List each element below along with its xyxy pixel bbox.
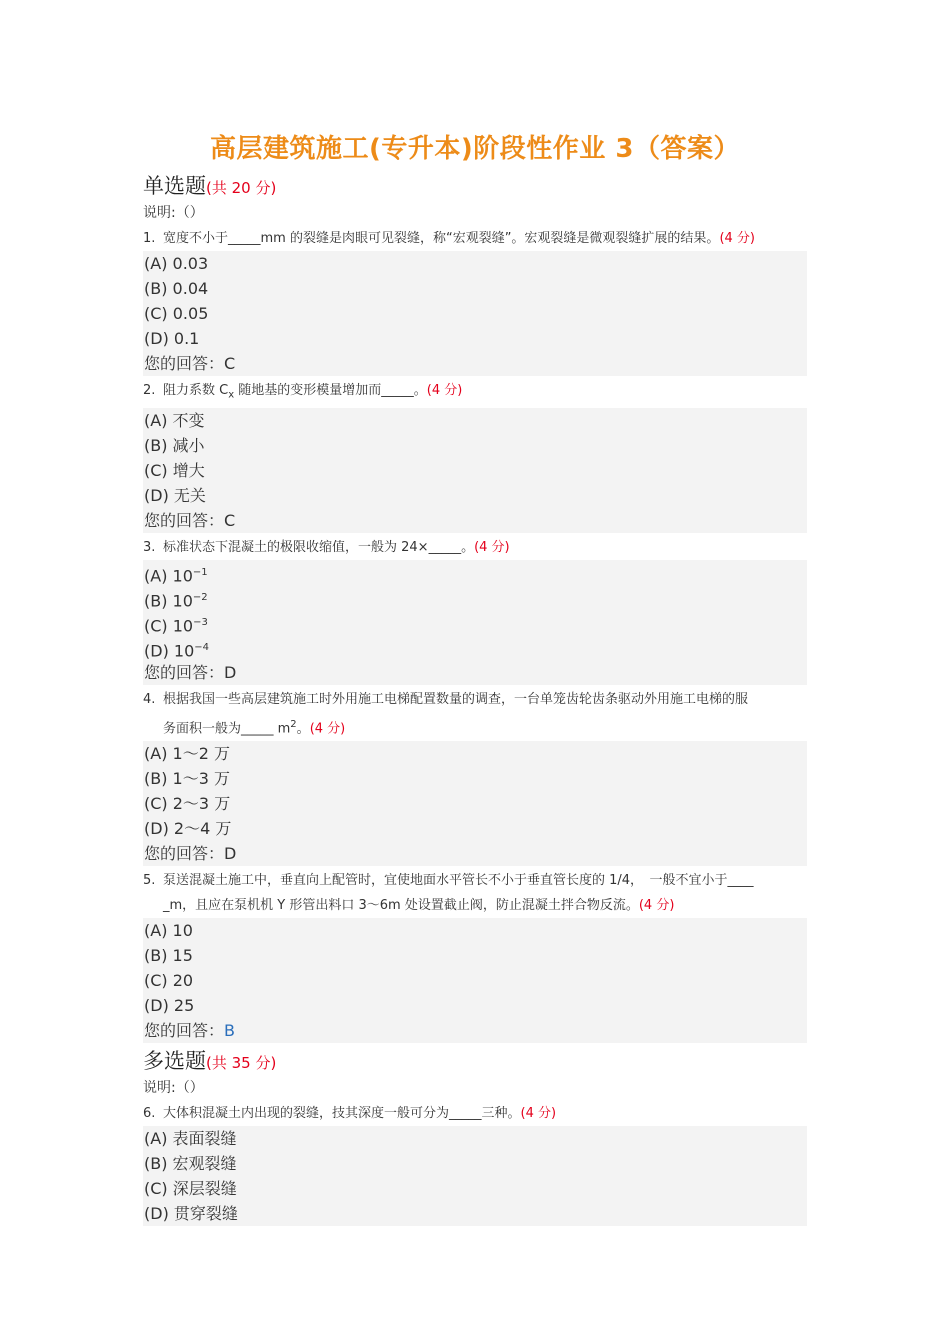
option-a: (A) 0.03: [144, 254, 209, 273]
answer-line: 您的回答：C: [144, 354, 236, 373]
question-text: 宽度不小于_____mm 的裂缝是肉眼可见裂缝，称“宏观裂缝”。宏观裂缝是微观裂缝扩展的结果。(4 分): [163, 231, 755, 246]
answer-value: B: [224, 1020, 235, 1040]
section-title: 多选题: [143, 1048, 206, 1073]
option-c: (C) 0.05: [144, 304, 209, 323]
question-score: (4 分): [638, 897, 675, 913]
option-d: (D) 贯穿裂缝: [144, 1203, 238, 1223]
question-text: 标准状态下混凝土的极限收缩值，一般为 24×_____。(4 分): [163, 539, 510, 555]
question-score: (4 分): [520, 1105, 557, 1121]
option-d: (D) 25: [144, 995, 195, 1015]
section-header-multiple-choice: [143, 1045, 809, 1075]
option-d: (D) 无关: [144, 485, 206, 505]
option-d: (D) 0.1: [144, 329, 200, 348]
option-b: (B) 1～3 万: [144, 768, 230, 788]
question-number: 1.: [143, 231, 156, 246]
answer-value: D: [224, 662, 237, 682]
option-c: (C) 2～3 万: [144, 793, 231, 813]
question-5: [143, 868, 809, 918]
option-c: (C) 深层裂缝: [144, 1178, 237, 1198]
option-a: (A) 表面裂缝: [144, 1128, 237, 1148]
answer-value: C: [224, 354, 236, 373]
option-a: (A) 10: [144, 920, 193, 940]
question-score: (4 分): [426, 383, 463, 398]
question-number: 2.: [143, 383, 156, 398]
options-block: [143, 741, 807, 866]
document-title: 高层建筑施工(专升本)阶段性作业 3（答案）: [210, 134, 740, 164]
question-number: 6.: [143, 1105, 156, 1121]
answer-line: 您的回答：D: [144, 843, 237, 863]
options-block: [143, 1126, 807, 1226]
option-b: (B) 宏观裂缝: [144, 1153, 237, 1173]
option-c: (C) $10^{-3}$: [144, 615, 208, 635]
question-3: [143, 535, 809, 560]
option-d: (D) 2～4 万: [144, 818, 232, 838]
section-title: 单选题: [143, 174, 206, 198]
question-number: 4.: [143, 691, 156, 707]
option-a: (A) 不变: [144, 410, 205, 430]
option-c: (C) 增大: [144, 460, 205, 480]
answer-line: 您的回答：D: [144, 662, 237, 682]
question-text: 泵送混凝土施工中，垂直向上配管时，宜使地面水平管长不小于垂直管长度的 1/4， 一般不宜小于____ _m，且应在泵机机 Y 形管出料口 3～6m 处设置截止阀，防止混凝土拌合物反流。(4 分): [163, 872, 754, 913]
question-4: [143, 687, 809, 741]
question-6: [143, 1101, 809, 1126]
option-b: (B) 0.04: [144, 279, 209, 298]
answer-value: C: [224, 510, 236, 530]
question-text: 根据我国一些高层建筑施工时外用施工电梯配置数量的调查，一台单笼齿轮齿条驱动外用施工电梯的服 务面积一般为_____ $m^2$。(4 分): [163, 691, 749, 736]
option-c: (C) 20: [144, 970, 194, 990]
question-text: 阻力系数 $C_x$ 随地基的变形模量增加而_____。(4 分): [163, 383, 463, 401]
question-number: 5.: [143, 872, 156, 888]
option-a: (A) 1～2 万: [144, 743, 230, 763]
question-score: (4 分): [474, 539, 510, 555]
question-number: 3.: [143, 539, 156, 555]
question-score: (4 分): [719, 231, 755, 246]
section-score: (共 35 分): [206, 1053, 277, 1072]
section-score: (共 20 分): [206, 179, 277, 197]
section-description: 说明:（）: [143, 1079, 204, 1096]
question-1: [143, 226, 809, 251]
section-description: 说明:（）: [143, 205, 204, 221]
option-b: (B) $10^{-2}$: [144, 590, 208, 610]
document-content: [143, 170, 809, 1228]
answer-value: D: [224, 843, 237, 863]
answer-line: 您的回答：B: [144, 1020, 235, 1040]
option-d: (D) $10^{-4}$: [144, 640, 209, 660]
section-header-single-choice: [143, 170, 809, 200]
option-b: (B) 15: [144, 945, 193, 965]
question-text: 大体积混凝土内出现的裂缝，技其深度一般可分为_____三种。(4 分): [163, 1105, 557, 1121]
answer-line: 您的回答：C: [144, 510, 236, 530]
options-block: [143, 251, 807, 376]
question-2: [143, 378, 809, 408]
options-block: [143, 918, 807, 1043]
options-block: [143, 560, 807, 685]
options-block: [143, 408, 807, 533]
option-b: (B) 减小: [144, 435, 205, 455]
question-score: (4 分): [309, 720, 346, 736]
option-a: (A) $10^{-1}$: [144, 565, 208, 585]
